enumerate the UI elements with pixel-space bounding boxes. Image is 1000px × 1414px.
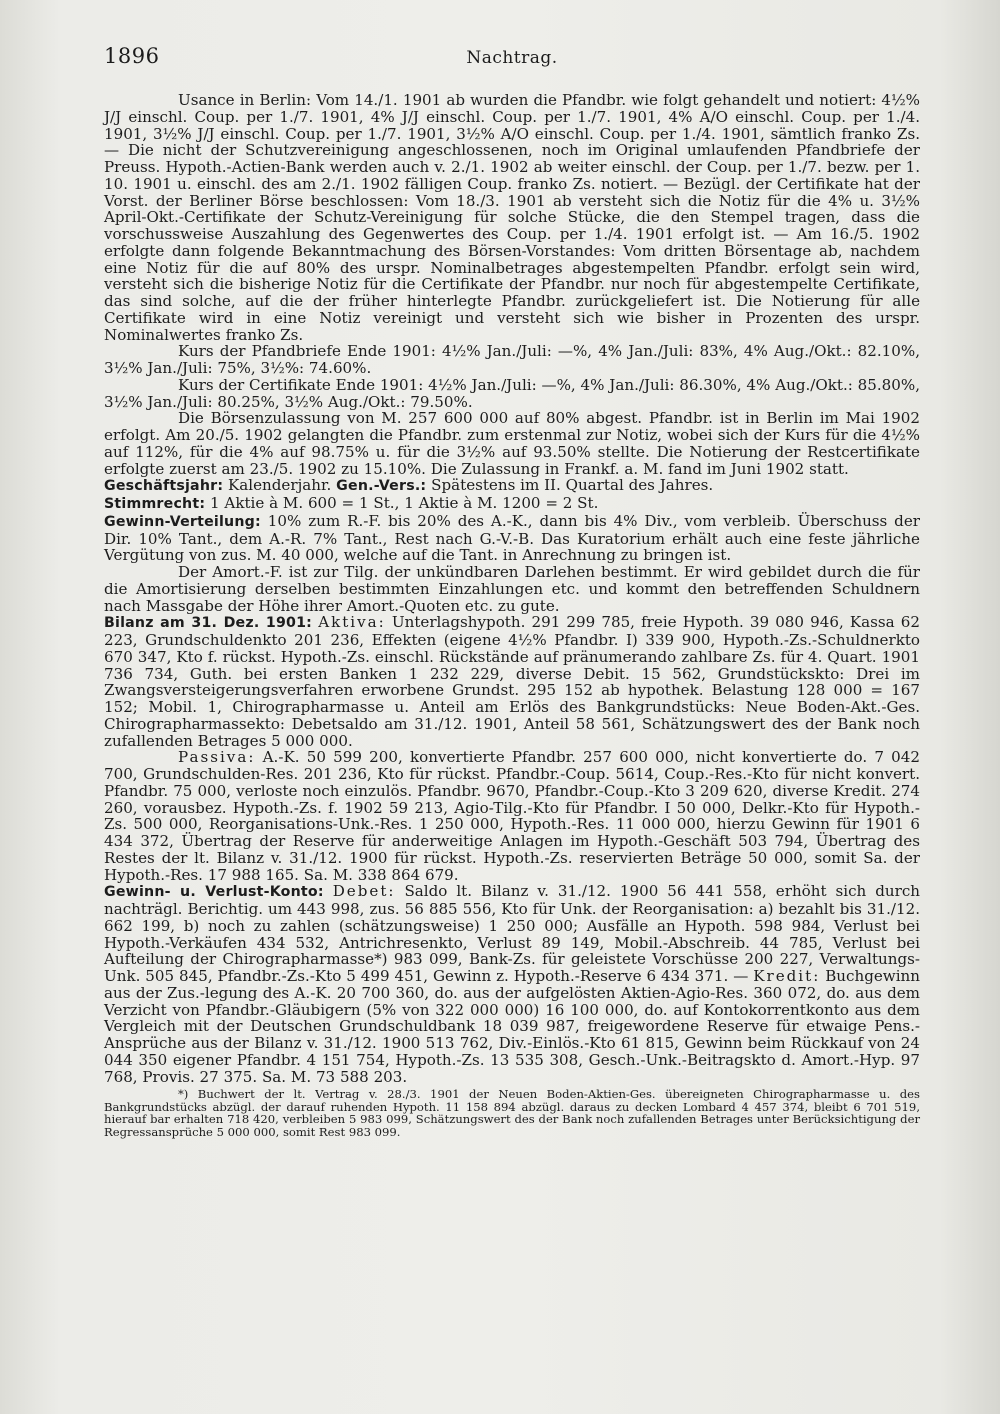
gewinn-verteilung-text: 10% zum R.-F. bis 20% des A.-K., dann bis 4% Div., vom verbleib. Überschuss der Dir. 10% Tant., dem A.-R. 7% Tant., Rest nach G.-V.-B. Das Kuratorium erhält auch eine feste jährliche Vergütung von zus. M. 40 000, welche auf die Tant. in Anrechnung zu bringen ist. [104, 511, 920, 565]
kurs-certifikate-paragraph: Kurs der Certifikate Ende 1901: 4½% Jan./Juli: —%, 4% Jan./Juli: 86.30%, 4% Aug./Okt.: 85.80%, 3½% Jan./Juli: 80.25%, 3½% Aug./Okt.: 79.50%. [104, 375, 920, 411]
bilanz-label: Bilanz am 31. Dez. 1901: [104, 615, 313, 632]
footnote-block [104, 1088, 920, 1138]
genvers-label: Gen.-Vers.: [336, 478, 427, 495]
stimmrecht-text: 1 Aktie à M. 600 = 1 St., 1 Aktie à M. 1200 = 2 St. [210, 494, 599, 512]
running-title: Nachtrag. [466, 48, 558, 68]
page-number: 1896 [104, 44, 160, 68]
passiva-text: A.-K. 50 599 200, konvertierte Pfandbr. 257 600 000, nicht konvertierte do. 7 042 700, Grundschulden-Res. 201 236, Kto für rückst. Pfandbr.-Coup. 5614, Coup.-Res.-Kto für nicht konvert. Pfandbr. 75 000, verloste noch einzulös. Pfandbr. 9670, Pfandbr.-Coup.-Kto 3 209 620, diverse Kredit. 274 260, vorausbez. Hypoth.-Zs. f. 1902 59 213, Agio-Tilg.-Kto für Pfandbr. I 50 000, Delkr.-Kto für Hypoth.-Zs. 500 000, Reorganisations-Unk.-Res. 1 250 000, Hypoth.-Res. 11 000 000, hierzu Gewinn für 1901 6 434 372, Übertrag der Reserve für anderweitige Anlagen im Hypoth.-Geschäft 503 794, Übertrag des Restes der lt. Bilanz v. 31./12. 1900 für rückst. Hypoth.-Zs. reservierten Beträge 50 000, somit Sa. der Hypoth.-Res. 17 988 165. Sa. M. 338 864 679. [104, 748, 920, 884]
footnote: *) Buchwert der lt. Vertrag v. 28./3. 1901 der Neuen Boden-Aktien-Ges. übereigneten Chirographarmasse u. des Bankgrundstücks abzügl. der darauf ruhenden Hypoth. 11 158 894 abzügl. daraus zu decken Lombard 4 457 374, bleibt 6 701 519, hierauf bar erhalten 718 420, verbleiben 5 983 099, Schätzungswert des der Bank noch zufallenden Betrages unter Berücksichtigung der Regressansprüche 5 000 000, somit Rest 983 099. [104, 1087, 920, 1140]
page-body [104, 92, 920, 1139]
debet-text: Saldo lt. Bilanz v. 31./12. 1900 56 441 558, erhöht sich durch nachträgl. Berichtig. um 443 998, zus. 56 885 556, Kto für Unk. der Reorganisation: a) bezahlt bis 31./12. 662 199, b) noch zu zahlen (schätzungsweise) 1 250 000; Ausfälle an Hypoth. 598 984, Verlust bei Hypoth.-Verkäufen 434 532, Antrichresenkto, Verlust 89 149, Mobil.-Abschreib. 44 785, Verlust bei Aufteilung der Chirographarmasse*) 983 099, Bank-Zs. für geleistete Vorschüsse 200 227, Verwaltungs-Unk. 505 845, Pfandbr.-Zs.-Kto 5 499 451, Gewinn z. Hypoth.-Reserve 6 434 371. — [104, 882, 920, 985]
amort-paragraph: Der Amort.-F. ist zur Tilg. der unkündbaren Darlehen bestimmt. Er wird gebildet durch die für die Amortisierung derselben bestimmten Einzahlungen etc. und kommt den betreffenden Schuldnern nach Massgabe der Höhe ihrer Amort.-Quoten etc. zu gute. [104, 563, 920, 615]
zulassung-paragraph: Die Börsenzulassung von M. 257 600 000 auf 80% abgest. Pfandbr. ist in Berlin im Mai 1902 erfolgt. Am 20./5. 1902 gelangten die Pfandbr. zum erstenmal zur Notiz, wobei sich der Kurs für die 4½% auf 112%, für die 4% auf 98.75% u. für die 3½% auf 93.50% stellte. Die Notierung der Restcertifikate erfolgte zuerst am 23./5. 1902 zu 15.10%. Die Zulassung in Frankf. a. M. fand im Juni 1902 statt. [104, 409, 920, 478]
passiva-label: Passiva: [178, 748, 256, 767]
passiva-entry [104, 749, 920, 883]
genvers-text: Spätestens im II. Quartal des Jahres. [431, 476, 714, 495]
stimmrecht-label: Stimmrecht: [104, 496, 206, 512]
kredit-text: Buchgewinn aus der Zus.-legung des A.-K. 20 700 360, do. aus der aufgelösten Aktien-Agio-Res. 360 072, do. aus dem Verzicht von Pfandbr.-Gläubigern (5% von 322 000 000) 16 100 000, do. auf Kontokorrentkonto aus dem Vergleich mit der Deutschen Grundschuldbank 18 039 987, freigewordene Reserve für etwaige Pens.-Ansprüche aus der Bilanz v. 31./12. 1900 513 762, Div.-Einlös.-Kto 61 815, Gewinn beim Rückkauf von 24 044 350 eigener Pfandbr. 4 151 754, Hypoth.-Zs. 13 535 308, Gesch.-Unk.-Beitragskto d. Amort.-Hyp. 97 768, Provis. 27 375. Sa. M. 73 588 203. [104, 967, 920, 1086]
gewinn-verteilung-entry [104, 513, 920, 564]
guv-label: Gewinn- u. Verlust-Konto: [104, 884, 324, 901]
usance-paragraph: Usance in Berlin: Vom 14./1. 1901 ab wurden die Pfandbr. wie folgt gehandelt und notiert: 4½% J/J einschl. Coup. per 1./7. 1901, 4% J/J einschl. Coup. per 1./7. 1901, 4% A/O einschl. Coup. per 1./4. 1901, 3½% J/J einschl. Coup. per 1./7. 1901, 3½% A/O einschl. Coup. per 1./4. 1901, sämtlich franko Zs. — Die nicht der Schutzvereinigung angeschlossenen, noch im Original umlaufenden Pfandbriefe der Preuss. Hypoth.-Actien-Bank werden auch v. 2./1. 1902 ab weiter einschl. der Coup. per 1./7. bezw. per 1. 10. 1901 u. einschl. des am 2./1. 1902 fälligen Coup. franko Zs. notiert. — Bezügl. der Certifikate hat der Vorst. der Berliner Börse beschlossen: Vom 18./3. 1901 ab versteht sich die Notiz für die 4% u. 3½% April-Okt.-Certifikate der Schutz-Vereinigung für solche Stücke, die den Stempel tragen, dass die vorschussweise Auszahlung des Gegenwertes des Coup. per 1./4. 1901 erfolgt ist. — Am 16./5. 1902 erfolgte dann folgende Bekanntmachung des Börsen-Vorstandes: Vom dritten Börsentage ab, nachdem eine Notiz für die auf 80% des urspr. Nominalbetrages abgestempelten Pfandbr. erfolgt sein wird, versteht sich die bisherige Notiz für die Certifikate der Pfandbr. nur noch für abgestempelte Certifikate, das sind solche, auf die der früher hinterlegte Pfandbr. zurückgeliefert ist. Die Notierung für alle Certifikate wird in eine Notiz vereinigt und versteht sich wie bisher in Prozenten des urspr. Nominalwertes franko Zs. [104, 91, 920, 344]
guv-entry [104, 883, 920, 1085]
bilanz-aktiva-entry [104, 614, 920, 749]
geschaeftsjahr-label: Geschäftsjahr: [104, 478, 224, 495]
geschaeftsjahr-entry [104, 477, 920, 495]
debet-label: Debet: [332, 882, 396, 901]
kredit-label: Kredit: [753, 967, 821, 985]
page-header [104, 44, 920, 74]
stimmrecht-entry [104, 495, 920, 513]
aktiva-text: Unterlagshypoth. 291 299 785, freie Hypoth. 39 080 946, Kassa 62 223, Grundschuldenkto 201 236, Effekten (eigene 4½% Pfandbr. I) 339 900, Hypoth.-Zs.-Schuldnerkto 670 347, Kto f. rückst. Hypoth.-Zs. einschl. Rückstände auf pränumerando zahlbare Zs. für 4. Quart. 1901 736 734, Guth. bei ersten Banken 1 232 229, diverse Debit. 15 562, Grundstückskto: Drei im Zwangsversteigerungsverfahren erworbene Grundst. 295 152 ab hypothek. Belastung 128 000 = 167 152; Mobil. 1, Chirographarmasse u. Anteil am Erlös des Bankgrundstücks: Neue Boden-Akt.-Ges. Chirographarmassekto: Debetsaldo am 31./12. 1901, Anteil 58 561, Schätzungswert des der Bank noch zufallenden Betrages 5 000 000. [104, 613, 920, 750]
kurs-pfandbriefe-paragraph: Kurs der Pfandbriefe Ende 1901: 4½% Jan./Juli: —%, 4% Jan./Juli: 83%, 4% Aug./Okt.: 82.10%, 3½% Jan./Juli: 75%, 3½%: 74.60%. [104, 342, 920, 377]
aktiva-label: Aktiva: [318, 613, 386, 632]
gewinn-verteilung-label: Gewinn-Verteilung: [104, 513, 261, 530]
geschaeftsjahr-text: Kalenderjahr. [228, 476, 332, 495]
